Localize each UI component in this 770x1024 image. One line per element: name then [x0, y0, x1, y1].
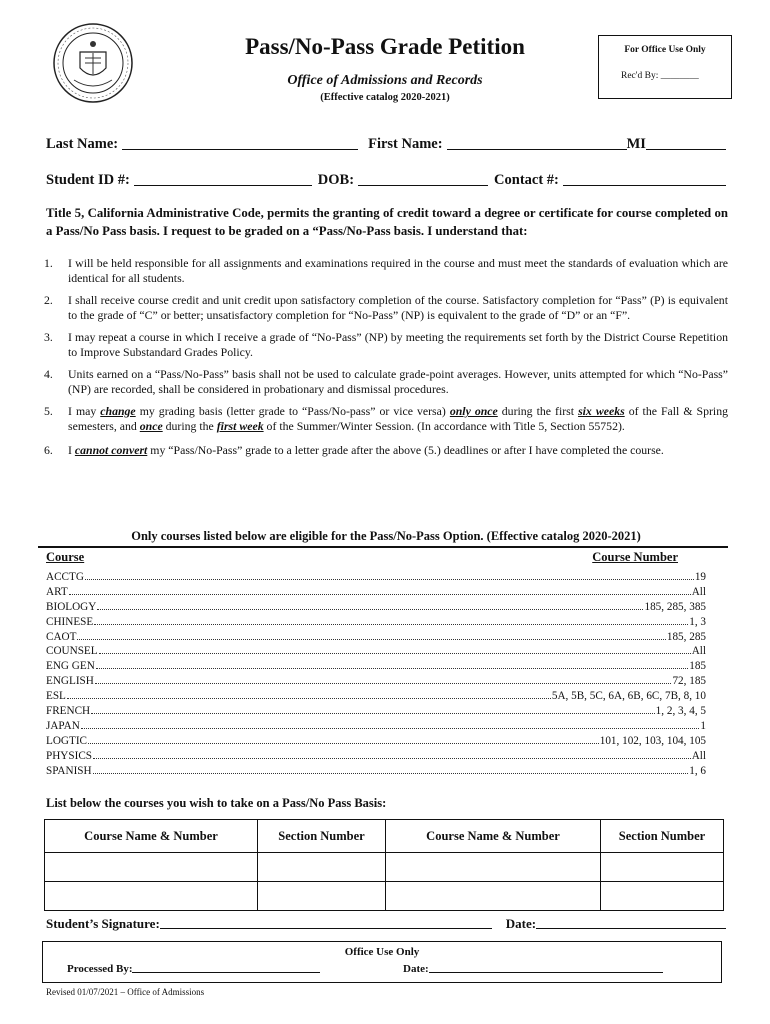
- office-use-only-heading: Office Use Only: [344, 946, 420, 958]
- office-date-label: Date:: [403, 963, 429, 975]
- course-name: ACCTG: [46, 571, 84, 583]
- effective-catalog: (Effective catalog 2020-2021): [320, 92, 450, 103]
- course-numbers: 185, 285: [666, 630, 706, 643]
- course-numbers: 1, 2, 3, 4, 5: [655, 705, 706, 718]
- contact-field[interactable]: [563, 169, 726, 186]
- college-seal-logo: [52, 22, 134, 104]
- processed-by: [67, 962, 320, 975]
- office-date: [403, 962, 663, 975]
- condition-text: I may: [68, 404, 101, 418]
- condition-text: my grading basis (letter grade to “Pass/No-pass” or vice versa): [135, 404, 450, 418]
- table-header: Course Name & Number: [386, 820, 601, 853]
- condition-number: 6.: [44, 443, 53, 457]
- course-name: ESL: [46, 690, 66, 703]
- course-numbers: 1: [700, 719, 706, 732]
- dob-label: DOB:: [317, 172, 355, 188]
- course-name: ENGLISH: [46, 675, 94, 688]
- course-numbers: 19: [694, 571, 706, 583]
- course-row: [46, 586, 706, 601]
- course-number-column-header: Course Number: [592, 550, 678, 564]
- signature-field[interactable]: [160, 914, 492, 929]
- signature-row: [46, 912, 726, 932]
- office-use-section: [42, 941, 722, 983]
- condition-text: my “Pass/No-Pass” grade to a letter grade after the above (5.) deadlines or after I have completed the course.: [147, 443, 664, 457]
- first-name-label: First Name:: [368, 136, 443, 152]
- course-row: [46, 645, 706, 660]
- course-name: PHYSICS: [46, 749, 93, 762]
- condition-3: [44, 330, 728, 360]
- office-date-field[interactable]: [429, 962, 663, 973]
- course-row: [46, 735, 706, 750]
- condition-5: [44, 404, 728, 434]
- course-row: [46, 675, 706, 690]
- intro-paragraph: Title 5, California Administrative Code, permits the granting of credit toward a degree or certificate for course completed on a Pass/No Pass basis. I request to be graded on a “Pass/No-Pass basis. I understand that:: [46, 206, 728, 238]
- emphasis-first-week: first week: [216, 419, 264, 433]
- course-row: [46, 705, 706, 720]
- course-name: CHINESE: [46, 615, 94, 628]
- course-name: COUNSEL: [46, 645, 98, 658]
- table-row: [45, 882, 724, 911]
- course-numbers: All: [691, 749, 706, 762]
- table-row: [45, 853, 724, 882]
- emphasis-cannot-convert: cannot convert: [74, 443, 148, 457]
- condition-6: [44, 443, 728, 458]
- section-number-cell[interactable]: [258, 853, 386, 882]
- course-name-number-cell[interactable]: [45, 853, 258, 882]
- dob-field[interactable]: [358, 169, 488, 186]
- course-numbers: 101, 102, 103, 104, 105: [599, 734, 706, 747]
- course-numbers: 5A, 5B, 5C, 6A, 6B, 6C, 7B, 8, 10: [551, 690, 706, 703]
- course-numbers: 1, 3: [689, 615, 706, 628]
- section-number-cell[interactable]: [601, 853, 724, 882]
- emphasis-change: change: [100, 404, 136, 418]
- eligible-course-list: [46, 571, 706, 779]
- course-name: SPANISH: [46, 764, 92, 777]
- first-name-field[interactable]: [447, 133, 627, 150]
- condition-number: 4.: [44, 367, 53, 381]
- course-name: ENG GEN: [46, 660, 95, 673]
- course-row: [46, 660, 706, 675]
- course-row: [46, 720, 706, 735]
- student-id-field[interactable]: [134, 169, 312, 186]
- course-row: [46, 616, 706, 631]
- form-title: Pass/No-Pass Grade Petition: [245, 34, 525, 59]
- condition-4: [44, 367, 728, 397]
- condition-text: of the Fall & Spring semesters, and: [68, 404, 729, 433]
- emphasis-only-once: only once: [449, 404, 498, 418]
- emphasis-six-weeks: six weeks: [578, 404, 625, 418]
- course-name-number-cell[interactable]: [386, 853, 601, 882]
- course-name: BIOLOGY: [46, 600, 97, 613]
- course-row: [46, 601, 706, 616]
- office-use-heading: For Office Use Only: [624, 45, 706, 55]
- course-numbers: 1, 6: [689, 764, 706, 777]
- course-row: [46, 750, 706, 765]
- date-field[interactable]: [536, 914, 726, 929]
- course-name: JAPAN: [46, 719, 80, 732]
- condition-text: I may repeat a course in which I receive a grade of “No-Pass” (NP) by meeting the requirements set forth by the District Course Repetition to Improve Substandard Grades Policy.: [68, 330, 728, 359]
- course-numbers: All: [691, 645, 706, 658]
- received-by-label: Rec'd By: ________: [621, 71, 699, 81]
- course-name: FRENCH: [46, 705, 91, 718]
- course-row: [46, 765, 706, 780]
- processed-by-field[interactable]: [132, 962, 320, 973]
- course-numbers: 185: [689, 660, 706, 673]
- course-row: [46, 690, 706, 705]
- course-name: ART: [46, 585, 68, 598]
- course-name-number-cell[interactable]: [45, 882, 258, 911]
- revision-footer: Revised 01/07/2021 – Office of Admissions: [46, 987, 205, 997]
- condition-text: during the first: [497, 404, 579, 418]
- last-name-label: Last Name:: [46, 136, 119, 152]
- requested-courses-table: [44, 819, 724, 911]
- condition-text: I will be held responsible for all assignments and examinations required in the course and must meet the standards of evaluation which are identical for all students.: [68, 256, 728, 285]
- condition-number: 2.: [44, 293, 53, 307]
- condition-number: 1.: [44, 256, 53, 270]
- table-header: Section Number: [601, 820, 724, 853]
- condition-text: Units earned on a “Pass/No-Pass” basis shall not be used to calculate grade-point averages. However, units attempted for which “No-Pass” (NP) are recorded, shall be considered in probationary and dismissal procedures.: [68, 367, 728, 396]
- eligible-courses-heading: Only courses listed below are eligible for the Pass/No-Pass Option. (Effective catalog 2020-2021): [131, 529, 641, 543]
- name-row: [46, 131, 726, 153]
- course-name-number-cell[interactable]: [386, 882, 601, 911]
- condition-2: [44, 293, 728, 323]
- last-name-field[interactable]: [122, 133, 358, 150]
- requested-courses-heading: List below the courses you wish to take on a Pass/No Pass Basis:: [46, 796, 387, 810]
- course-row: [46, 631, 706, 646]
- office-name: Office of Admissions and Records: [287, 73, 483, 88]
- section-number-cell[interactable]: [258, 882, 386, 911]
- id-row: [46, 167, 726, 189]
- condition-number: 3.: [44, 330, 53, 344]
- course-numbers: 72, 185: [672, 675, 706, 688]
- condition-text: I shall receive course credit and unit credit upon satisfactory completion of the course. Satisfactory completion for “Pass” (P) is equivalent to the grade of “C” or better; unsatisfactory completion for “No-Pass” (NP) is equivalent to the grade of “D” or an “F”.: [68, 293, 728, 322]
- table-header: Course Name & Number: [45, 820, 258, 853]
- office-use-box: [598, 35, 732, 99]
- table-header: Section Number: [258, 820, 386, 853]
- mi-label: MI: [626, 136, 646, 152]
- contact-label: Contact #:: [494, 172, 559, 188]
- section-number-cell[interactable]: [601, 882, 724, 911]
- course-name: LOGTIC: [46, 734, 88, 747]
- divider: [38, 546, 728, 548]
- condition-text: of the Summer/Winter Session. (In accordance with Title 5, Section 55752).: [263, 419, 625, 433]
- mi-field[interactable]: [646, 133, 726, 150]
- course-list-header: [46, 550, 678, 565]
- condition-text: I: [68, 443, 75, 457]
- course-column-header: Course: [46, 550, 85, 564]
- course-numbers: 185, 285, 385: [644, 600, 706, 613]
- course-numbers: All: [691, 585, 706, 598]
- course-row: [46, 571, 706, 586]
- student-id-label: Student ID #:: [46, 172, 130, 188]
- conditions-list: [44, 256, 728, 465]
- emphasis-once: once: [139, 419, 163, 433]
- processed-by-label: Processed By:: [67, 963, 133, 975]
- signature-label: Student’s Signature:: [46, 916, 160, 931]
- condition-number: 5.: [44, 404, 53, 418]
- course-name: CAOT: [46, 630, 77, 643]
- condition-text: during the: [162, 419, 217, 433]
- condition-1: [44, 256, 728, 286]
- date-label: Date:: [505, 916, 537, 931]
